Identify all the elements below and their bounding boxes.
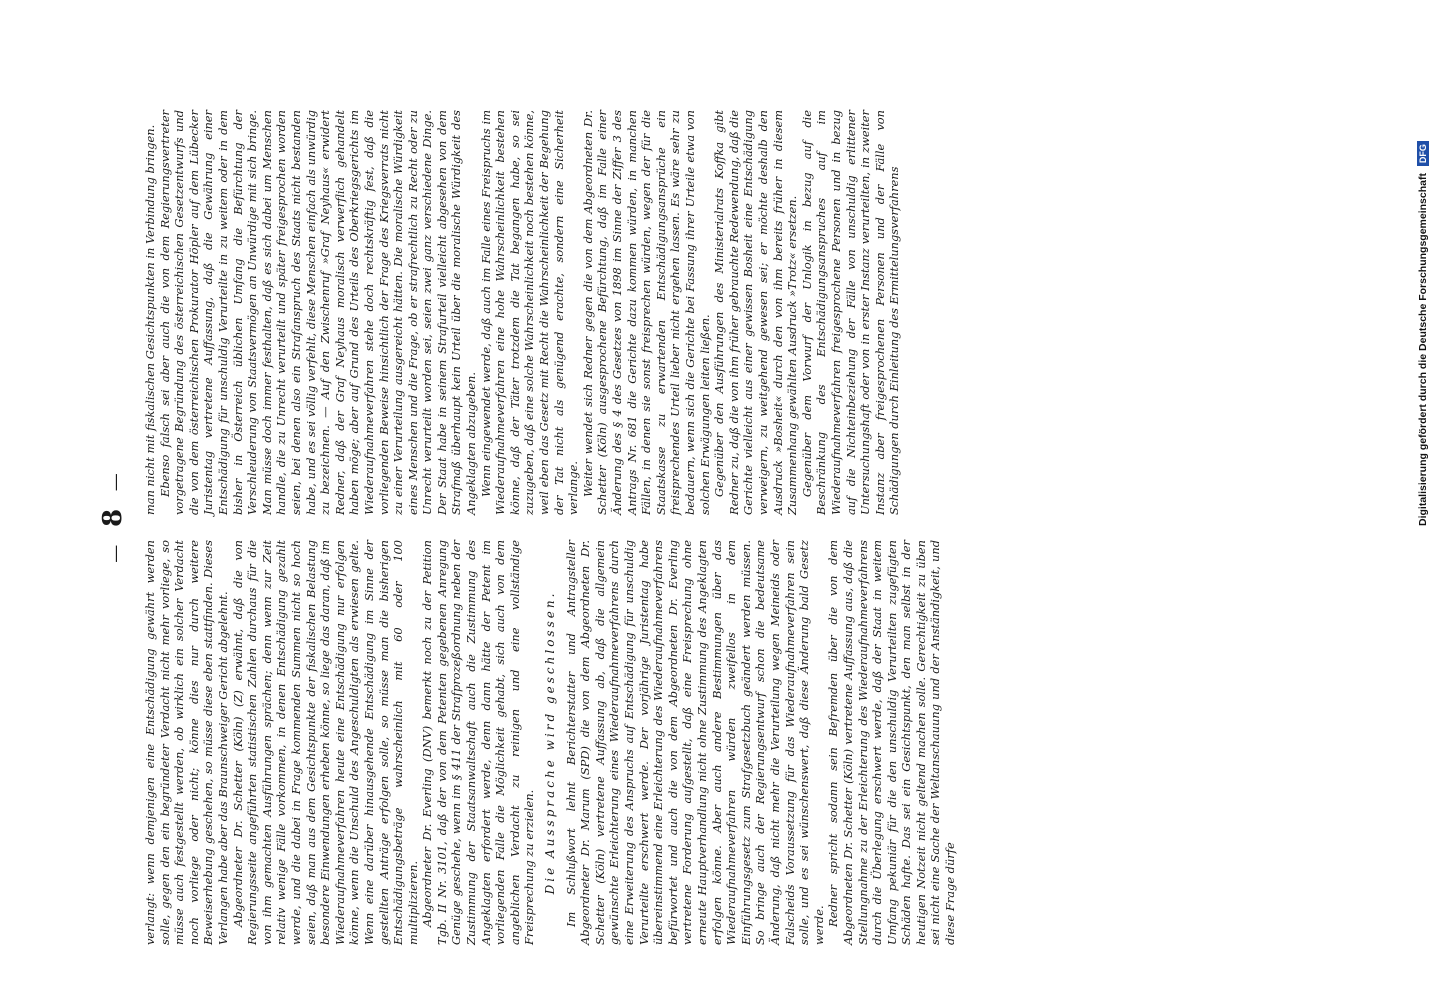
page-number-dash-right: — bbox=[105, 467, 126, 492]
paragraph: verlangt: wenn demjenigen eine Entschädigung gewährt werden solle, gegen den ein begründeter Verdacht nicht mehr vorliege, so müsse auch festgestellt werden, ob wirklich ein solcher Verdacht noch vorliege oder nicht; könne dies nur durch weitere Beweiserhebung geschehen, so müsse diese eben stattfinden. Dieses Verlangen habe aber das Braunschweiger Gericht abgelehnt. bbox=[143, 540, 230, 945]
digitization-credit bbox=[1412, 6, 1434, 526]
digitization-credit-sidebar bbox=[1408, 6, 1430, 526]
paragraph: Im Schlußwort lehnt Berichterstatter und Antragsteller Abgeordneter Dr. Marum (SPD) die von dem Abgeordneten Dr. Schetter (Köln) vertretene Auffassung ab, daß die allgemein gewünschte Erleichterung eines Wiederaufnahmeverfahrens durch eine Erweiterung des Anspruchs auf Entschädigung für unschuldig Verurteilte erschwert werde. Der vorjährige Juristentag habe übereinstimmend eine Erleichterung des Wiederaufnahmeverfahrens befürwortet und auch die von dem Abgeordneten Dr. Everling vertretene Forderung aufgestellt, daß eine Freisprechung ohne erneute Hauptverhandlung nicht ohne Zustimmung des Angeklagten erfolgen könne. Aber auch andere Bestimmungen über das Wiederaufnahmeverfahren würden zweifellos in dem Einführungsgesetz zum Strafgesetzbuch geändert werden müssen. So bringe auch der Regierungsentwurf schon die bedeutsame Änderung, daß nicht mehr die Verurteilung wegen Meineids oder Falscheids Voraussetzung für das Wiederaufnahmeverfahren sein solle, und es sei wünschenswert, daß diese Änderung bald Gesetz werde. bbox=[563, 540, 826, 945]
paragraph: man nicht mit fiskalischen Gesichtspunkten in Verbindung bringen. bbox=[143, 124, 157, 515]
credit-text: Digitalisierung gefördert durch die Deutsche Forschungsgemeinschaft bbox=[1417, 173, 1429, 526]
right-column bbox=[143, 110, 902, 515]
page-number: 8 bbox=[98, 502, 128, 528]
paragraph: Abgeordneter Dr. Schetter (Köln) (Z) erwähnt, daß die von Regierungsseite angeführten statistischen Zahlen durchaus für die von ihm gemachten Ausführungen sprächen; denn wenn zur Zeit relativ wenige Fälle vorkommen, in denen Entschädigung gezahlt werde, und die dabei in Frage kommenden Summen nicht so hoch seien, daß man aus dem Gesichtspunkte der fiskalischen Belastung besondere Einwendungen erheben könne, so liege das daran, daß im Wiederaufnahmeverfahren heute eine Entschädigung nur erfolgen könne, wenn die Unschuld des Angeschuldigten als erwiesen gelte. Wenn eine darüber hinausgehende Entschädigung im Sinne der gestellten Anträge erfolgen solle, so müsse man die bisherigen Entschädigungsbeträge wahrscheinlich mit 60 oder 100 multiplizieren. bbox=[230, 540, 420, 945]
left-column bbox=[143, 540, 958, 945]
scanned-page bbox=[60, 30, 1390, 990]
paragraph: Abgeordneter Dr. Everling (DNV) bemerkt noch zu der Petition Tgb. II Nr. 3101, daß der von dem Petenten gegebenen Anregung Genüge geschehe, wenn im § 411 der Strafprozeßordnung neben der Zustimmung der Staatsanwaltschaft auch die Zustimmung des Angeklagten erfordert werde, denn dann hätte der Petent im vorliegenden Falle die Möglichkeit gehabt, sich auch von dem angeblichen Verdacht zu reinigen und eine vollständige Freisprechung zu erzielen. bbox=[420, 540, 537, 945]
paragraph: Gegenüber dem Vorwurf der Unlogik in bezug auf die Beschränkung des Entschädigungsanspruches auf im Wiederaufnahmeverfahren freigesprochene Personen und in bezug auf die Nichteinbeziehung der Fälle von unschuldig erlittener Untersuchungshaft oder von in erster Instanz verurteilten, in zweiter Instanz aber freigesprochenen Personen und der Fälle von Schädigungen durch Einleitung des Ermittelungsverfahrens bbox=[799, 110, 902, 515]
page-number-row bbox=[98, 85, 138, 945]
paragraph: Wenn eingewendet werde, daß auch im Falle eines Freispruchs im Wiederaufnahmeverfahren eine hohe Wahrscheinlichkeit bestehen könne, daß der Täter trotzdem die Tat begangen habe, so sei zuzugeben, daß eine solche Wahrscheinlichkeit noch bestehen könne, weil eben das Gesetz mit Recht die Wahrscheinlichkeit der Begehung der Tat nicht als genügend erachte, sondern eine Sicherheit verlange. bbox=[478, 110, 581, 515]
paragraph: Weiter wendet sich Redner gegen die von dem Abgeordneten Dr. Schetter (Köln) ausgesprochene Befürchtung, daß im Falle einer Änderung des § 4 des Gesetzes von 1898 im Sinne der Ziffer 3 des Antrags Nr. 681 die Gerichte dazu kommen würden, in manchen Fällen, in denen sie sonst freisprechen würden, wegen der für die Staatskasse zu erwartenden Entschädigungsansprüche ein freisprechendes Urteil lieber nicht ergehen lassen. Es wäre sehr zu bedauern, wenn sich die Gerichte bei Fassung ihrer Urteile etwa von solchen Erwägungen leiten ließen. bbox=[580, 110, 712, 515]
page-number-dash-left: — bbox=[105, 538, 126, 563]
rotated-page-content bbox=[98, 85, 1348, 945]
paragraph: Redner spricht sodann sein Befremden über die von dem Abgeordneten Dr. Schetter (Köln) vertretene Auffassung aus, daß die Stellungnahme zu der Erleichterung des Wiederaufnahmeverfahrens durch die Überlegung erschwert werde, daß der Staat in weitem Umfang pekuniär für die den unschuldig Verurteilten zugefügten Schäden hafte. Das sei ein Gesichtspunkt, den man selbst in der heutigen Notzeit nicht geltend machen solle. Gerechtigkeit zu üben sei nicht eine Sache der Weltanschauung und der Anständigkeit, und diese Frage dürfe bbox=[826, 540, 958, 945]
section-heading: Die Aussprache wird geschlossen. bbox=[543, 590, 558, 895]
dfg-logo: DFG bbox=[1417, 141, 1429, 166]
paragraph: Gegenüber den Ausführungen des Ministerialrats Koffka gibt Redner zu, daß die von ihm früher gebrauchte Redewendung, daß die Gerichte vielleicht aus einer gewissen Bosheit eine Entschädigung verweigern, zu weitgehend gewesen sei; er möchte deshalb den Ausdruck »Bosheit« durch den von ihm bereits früher in diesem Zusammenhang gewählten Ausdruck »Trotz« ersetzen. bbox=[712, 110, 800, 515]
paragraph: Ebenso falsch sei aber auch die von dem Regierungsvertreter vorgetragene Begründung des österreichischen Gesetzentwurfs und die von dem österreichischen Prokurator Höpler auf dem Lübecker Juristentag vertretene Auffassung, daß die Gewährung einer Entschädigung für unschuldig Verurteilte in zu weitem oder in dem bisher in Österreich üblichen Umfang die Befürchtung der Verschleuderung von Staatsvermögen an Unwürdige mit sich bringe. Man müsse doch immer festhalten, daß es sich dabei um Menschen handle, die zu Unrecht verurteilt und später freigesprochen worden seien, bei denen also ein Strafanspruch des Staats nicht bestanden habe, und es sei völlig verfehlt, diese Menschen einfach als unwürdig zu bezeichnen. — Auf den Zwischenruf »Graf Neyhaus« erwidert Redner, daß der Graf Neyhaus moralisch verwerflich gehandelt haben möge; aber auf Grund des Urteils des Oberkriegsgerichts im Wiederaufnahmeverfahren stehe doch rechtskräftig fest, daß die vorliegenden Beweise hinsichtlich der Frage des Kriegsverrats nicht zu einer Verurteilung ausgereicht hätten. Die moralische Würdigkeit eines Menschen und die Frage, ob er strafrechtlich zu Recht oder zu Unrecht verurteilt worden sei, seien zwei ganz verschiedene Dinge. Der Staat habe in seinem Strafurteil vielleicht abgesehen von dem Strafmaß überhaupt kein Urteil über die moralische Würdigkeit des Angeklagten abzugeben. bbox=[157, 110, 479, 515]
